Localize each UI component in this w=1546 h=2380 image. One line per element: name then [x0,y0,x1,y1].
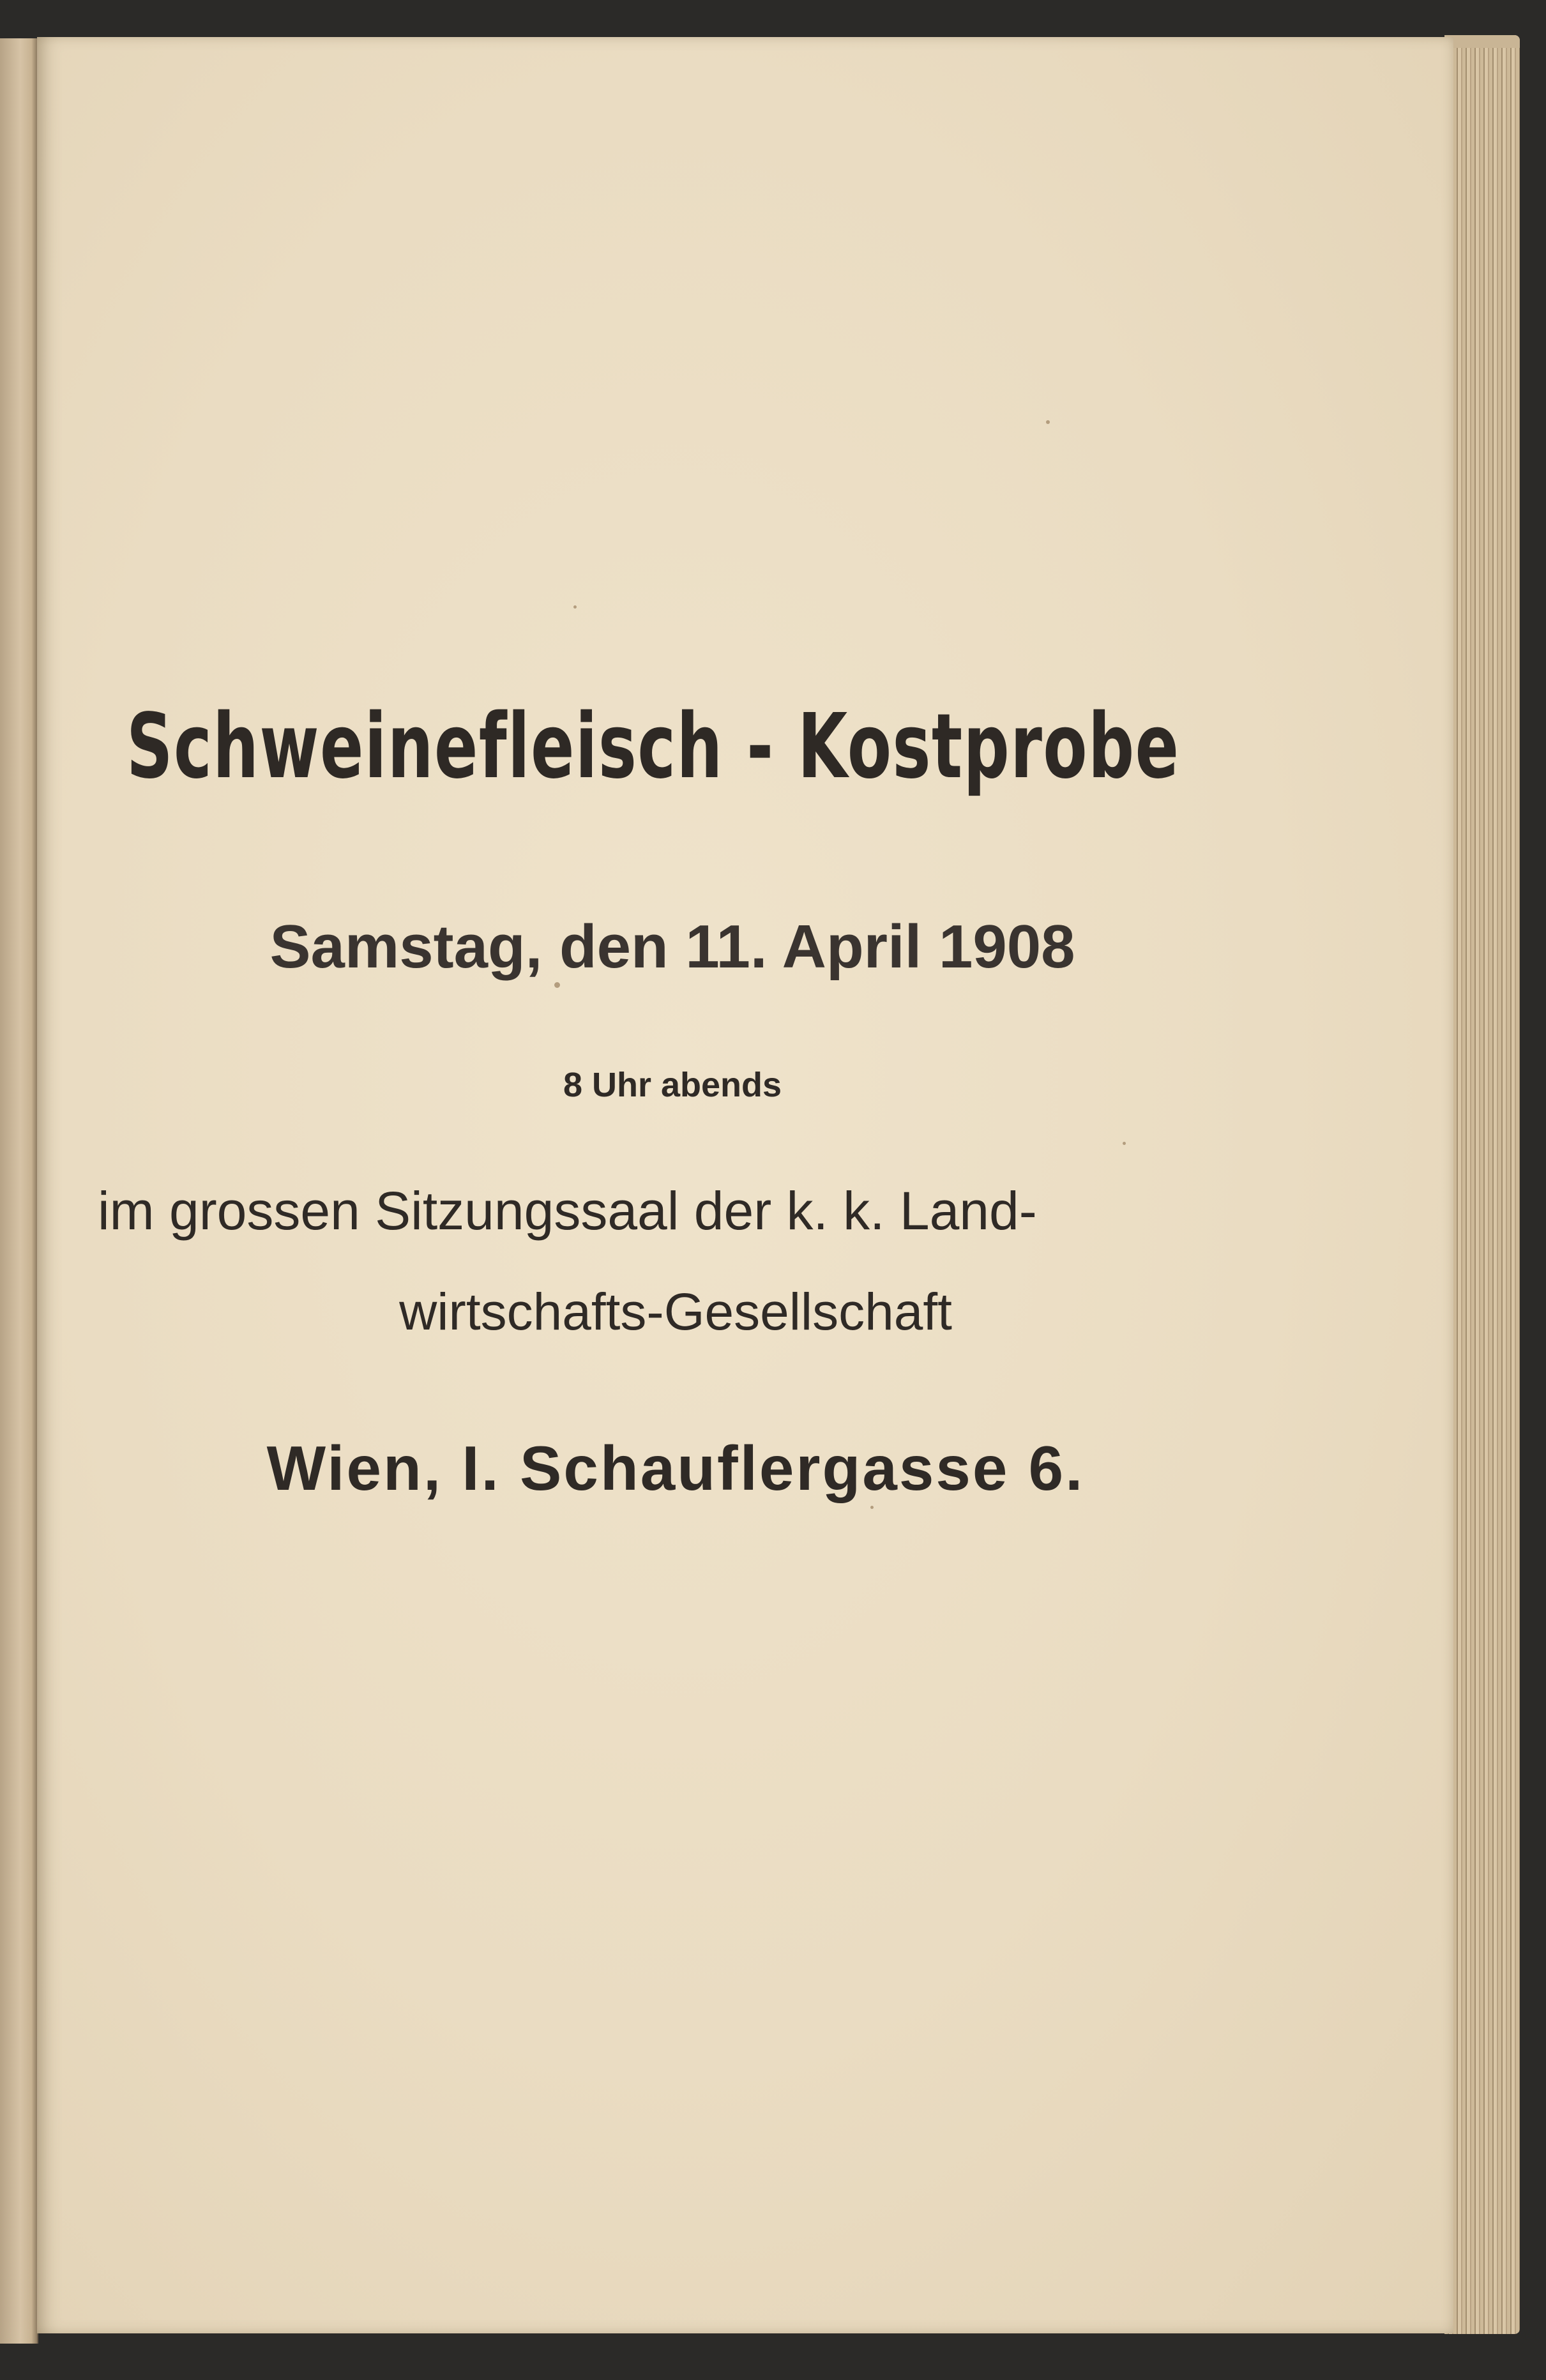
paper-speck [1046,420,1050,424]
event-time: 8 Uhr abends [563,1066,782,1104]
paper-speck [1123,1142,1126,1145]
paper-speck [573,605,577,609]
paper-speck [870,1506,874,1509]
event-date: Samstag, den 11. April 1908 [269,913,1075,981]
stacked-page-edges [1444,35,1520,2334]
page-title: Schweinefleisch - Kostprobe [126,695,1180,799]
page-edge-top [1444,35,1520,48]
left-page-edge [0,38,38,2344]
venue-line-2: wirtschafts-Gesellschaft [399,1283,952,1341]
book-page [37,37,1453,2333]
paper-speck [554,982,560,988]
venue-line-1: im grossen Sitzungssaal der k. k. Land- [98,1181,1037,1241]
event-address: Wien, I. Schauflergasse 6. [266,1433,1085,1503]
